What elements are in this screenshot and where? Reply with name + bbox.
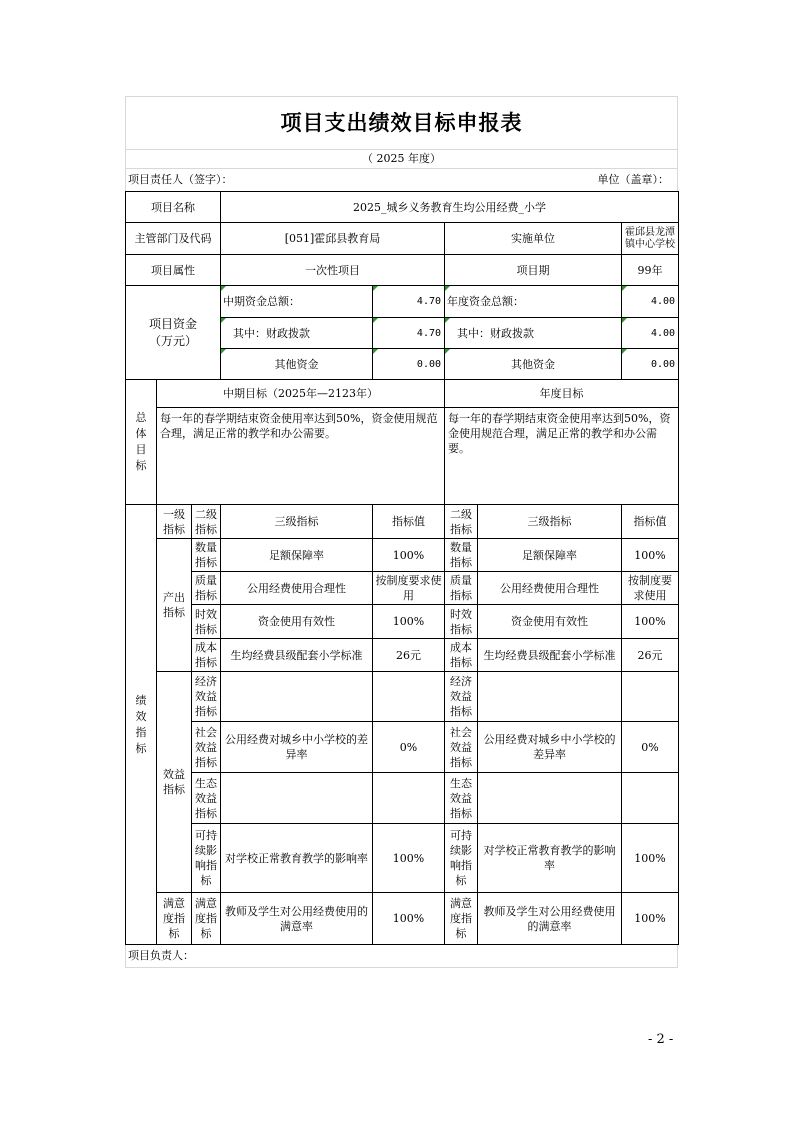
level1-header: 一级指标 <box>157 505 192 539</box>
indicator-row <box>126 539 679 572</box>
project-attribute-value: 一次性项目 <box>221 255 445 286</box>
implementing-unit-label: 实施单位 <box>445 223 622 255</box>
mid-term-total-value: 4.70 <box>373 286 445 318</box>
project-name-row <box>126 192 679 223</box>
department-row <box>126 223 679 255</box>
project-name-value: 2025_城乡义务教育生均公用经费_小学 <box>221 192 679 223</box>
level3-cell-annual: 公用经费对城乡中小学校的差异率 <box>478 722 622 773</box>
value-cell-annual <box>622 672 679 722</box>
department-label: 主管部门及代码 <box>126 223 221 255</box>
value-cell: 100% <box>373 539 445 572</box>
unit-seal-label: 单位（盖章）： <box>597 173 669 186</box>
level3-cell <box>221 773 373 824</box>
goals-header-row <box>126 380 679 408</box>
value-cell-annual: 100% <box>622 539 679 572</box>
goals-text-row <box>126 408 679 505</box>
level2-cell: 可持续影响指标 <box>192 824 221 893</box>
level2-cell: 数量指标 <box>192 539 221 572</box>
project-attribute-label: 项目属性 <box>126 255 221 286</box>
mid-term-goal-text: 每一年的春学期结束资金使用率达到50%，资金使用规范合理，满足正常的教学和办公需要。 <box>157 408 445 505</box>
level3-cell-annual: 生均经费县级配套小学标准 <box>478 639 622 672</box>
level2-cell-annual: 可持续影响指标 <box>445 824 478 893</box>
value-cell: 26元 <box>373 639 445 672</box>
level3-cell-annual: 足额保障率 <box>478 539 622 572</box>
level2-cell: 满意度指标 <box>192 893 221 945</box>
level2-cell: 质量指标 <box>192 572 221 605</box>
level2-header: 二级指标 <box>192 505 221 539</box>
value-header-annual: 指标值 <box>622 505 679 539</box>
annual-total-value: 4.00 <box>622 286 679 318</box>
level3-cell: 公用经费对城乡中小学校的差异率 <box>221 722 373 773</box>
indicator-row <box>126 605 679 639</box>
value-cell: 100% <box>373 824 445 893</box>
mid-term-fiscal-label: 其中：财政拨款 <box>221 318 373 349</box>
level2-cell: 经济效益指标 <box>192 672 221 722</box>
indicator-row <box>126 639 679 672</box>
level3-cell-annual: 公用经费使用合理性 <box>478 572 622 605</box>
annual-fiscal-value: 4.00 <box>622 318 679 349</box>
level3-cell-annual: 教师及学生对公用经费使用的满意率 <box>478 893 622 945</box>
form-table <box>125 191 679 945</box>
mid-term-fiscal-value: 4.70 <box>373 318 445 349</box>
project-period-label: 项目期 <box>445 255 622 286</box>
value-cell-annual: 26元 <box>622 639 679 672</box>
page-number: - 2 - <box>648 1032 674 1047</box>
value-cell <box>373 672 445 722</box>
level3-cell: 对学校正常教育教学的影响率 <box>221 824 373 893</box>
value-cell: 100% <box>373 605 445 639</box>
performance-indicators-label: 绩效指标 <box>126 505 157 945</box>
level3-cell: 教师及学生对公用经费使用的满意率 <box>221 893 373 945</box>
value-cell-annual: 100% <box>622 605 679 639</box>
output-indicator-label: 产出指标 <box>157 539 192 672</box>
signature-line <box>125 168 678 191</box>
level3-cell: 资金使用有效性 <box>221 605 373 639</box>
indicator-row <box>126 893 679 945</box>
level2-cell-annual: 满意度指标 <box>445 893 478 945</box>
level2-cell-annual: 社会效益指标 <box>445 722 478 773</box>
project-funds-label: 项目资金 （万元） <box>126 286 221 380</box>
level3-cell-annual <box>478 672 622 722</box>
mid-term-other-label: 其他资金 <box>221 349 373 380</box>
indicator-row <box>126 572 679 605</box>
level2-cell-annual: 生态效益指标 <box>445 773 478 824</box>
level3-cell-annual: 资金使用有效性 <box>478 605 622 639</box>
level2-cell-annual: 数量指标 <box>445 539 478 572</box>
implementing-unit-value: 霍邱县龙潭镇中心学校 <box>622 223 679 255</box>
overall-goals-label: 总体目标 <box>126 380 157 505</box>
annual-fiscal-label: 其中：财政拨款 <box>445 318 622 349</box>
form-title: 项目支出绩效目标申报表 <box>125 96 678 149</box>
satisfaction-indicator-label: 满意度指标 <box>157 893 192 945</box>
value-header: 指标值 <box>373 505 445 539</box>
level2-cell: 时效指标 <box>192 605 221 639</box>
mid-term-total-label: 中期资金总额： <box>221 286 373 318</box>
value-cell-annual <box>622 773 679 824</box>
project-period-value: 99年 <box>622 255 679 286</box>
benefit-indicator-label: 效益指标 <box>157 672 192 893</box>
responsible-person-label: 项目责任人（签字）： <box>128 173 233 186</box>
indicator-row <box>126 824 679 893</box>
level3-cell: 生均经费县级配套小学标准 <box>221 639 373 672</box>
level2-cell-annual: 时效指标 <box>445 605 478 639</box>
level3-cell: 足额保障率 <box>221 539 373 572</box>
indicator-row <box>126 672 679 722</box>
annual-goal-text: 每一年的春学期结束资金使用率达到50%，资金使用规范合理，满足正常的教学和办公需要。 <box>445 408 679 505</box>
annual-goal-header: 年度目标 <box>445 380 679 408</box>
annual-other-label: 其他资金 <box>445 349 622 380</box>
project-name-label: 项目名称 <box>126 192 221 223</box>
level2-header-annual: 二级指标 <box>445 505 478 539</box>
project-attribute-row <box>126 255 679 286</box>
indicator-row <box>126 773 679 824</box>
level2-cell-annual: 经济效益指标 <box>445 672 478 722</box>
department-value: [051]霍邱县教育局 <box>221 223 445 255</box>
indicator-header-row <box>126 505 679 539</box>
level3-cell-annual: 对学校正常教育教学的影响率 <box>478 824 622 893</box>
project-leader-line: 项目负责人： <box>125 945 678 968</box>
mid-term-goal-header: 中期目标（2025年—2123年） <box>157 380 445 408</box>
value-cell: 0% <box>373 722 445 773</box>
level2-cell: 社会效益指标 <box>192 722 221 773</box>
value-cell: 100% <box>373 893 445 945</box>
annual-total-label: 年度资金总额： <box>445 286 622 318</box>
annual-other-value: 0.00 <box>622 349 679 380</box>
level3-header: 三级指标 <box>221 505 373 539</box>
value-cell-annual: 0% <box>622 722 679 773</box>
value-cell-annual: 100% <box>622 824 679 893</box>
funds-total-row <box>126 286 679 318</box>
level3-cell <box>221 672 373 722</box>
mid-term-other-value: 0.00 <box>373 349 445 380</box>
value-cell-annual: 100% <box>622 893 679 945</box>
level2-cell-annual: 质量指标 <box>445 572 478 605</box>
level3-cell: 公用经费使用合理性 <box>221 572 373 605</box>
indicator-row <box>126 722 679 773</box>
level2-cell-annual: 成本指标 <box>445 639 478 672</box>
level2-cell: 生态效益指标 <box>192 773 221 824</box>
level3-cell-annual <box>478 773 622 824</box>
value-cell <box>373 773 445 824</box>
value-cell: 按制度要求使用 <box>373 572 445 605</box>
level2-cell: 成本指标 <box>192 639 221 672</box>
level3-header-annual: 三级指标 <box>478 505 622 539</box>
value-cell-annual: 按制度要求使用 <box>622 572 679 605</box>
fiscal-year: （ 2025 年度） <box>125 149 678 168</box>
performance-target-form <box>125 96 678 968</box>
